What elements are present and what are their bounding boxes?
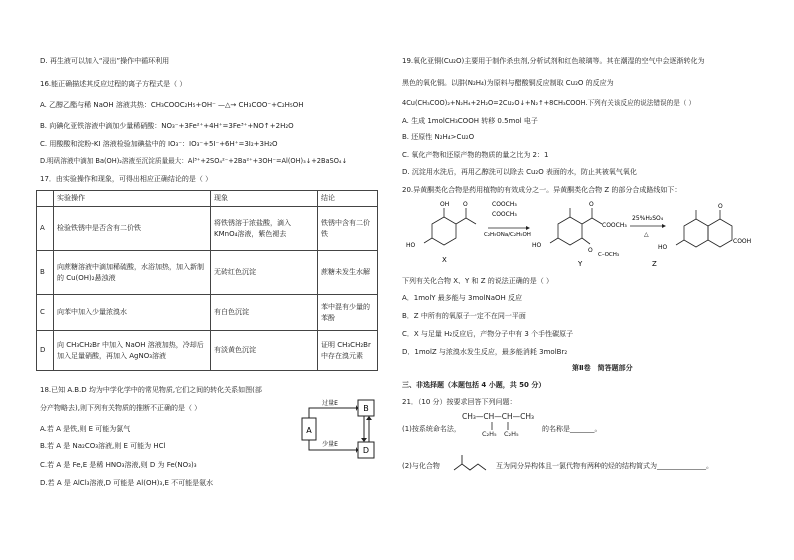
table-cell-conclusion: 苯中混有少量的苯酚 <box>318 295 378 331</box>
q18-option-b: B.若 A 是 Na₂CO₃溶液,则 E 可能为 HCl <box>40 442 166 450</box>
acid-condition: 25%H₂SO₄ <box>632 215 664 222</box>
label-excess-e: 过量E <box>322 400 338 407</box>
q15-option-d: D. 再生液可以加入“浸出”操作中循环利用 <box>40 57 170 65</box>
y-ho-label: HO <box>532 242 542 249</box>
arrow-a-to-b <box>309 408 356 418</box>
z-label: Z <box>652 260 657 268</box>
q17-stem: 17．由实验操作和现象，可得出相应正确结论的是（ ） <box>40 175 213 183</box>
table-cell-operation: 检验铁锈中是否含有二价铁 <box>54 207 211 251</box>
table-header-row <box>37 191 378 207</box>
q19-option-d: D. 沉淀用水洗后，再用乙醇洗可以除去 Cu₂O 表面的水，防止其被氧气氧化 <box>402 168 637 176</box>
section-three-heading: 三、非选择题（本题包括 4 小题，共 50 分） <box>402 381 546 389</box>
table-cell-conclusion: 铁锈中含有二价铁 <box>318 207 378 251</box>
x-o-label: O <box>463 201 468 208</box>
q21-stem: 21．（10 分）按要求回答下列问题： <box>402 398 517 406</box>
table-header-cell <box>37 191 54 207</box>
q16-option-d: D.明矾溶液中滴加 Ba(OH)₂溶液至沉淀质量最大：Al³⁺+2SO₄²⁻+2Ba²⁺+3OH⁻=Al(OH)₃↓+2BaSO₄↓ <box>40 157 348 165</box>
table-row <box>37 295 378 331</box>
q20-option-d: D．1molZ 与浓溴水发生反应，最多能消耗 3molBr₂ <box>402 348 568 356</box>
label-little-e: 少量E <box>322 441 338 448</box>
q21-part2-prefix: (2)与化合物 <box>402 462 440 470</box>
x-oh-label: OH <box>440 201 450 208</box>
q18-option-a: A.若 A 是铁,则 E 可能为氯气 <box>40 425 131 433</box>
table-cell-conclusion: 证明 CH₃CH₂Br 中存在溴元素 <box>318 331 378 371</box>
z-ho-label: HO <box>658 244 668 251</box>
q16-option-b: B. 向碘化亚铁溶液中滴加少量稀硝酸：NO₃⁻+3Fe²⁺+4H⁺=3Fe³⁺+NO↑+2H₂O <box>40 122 294 130</box>
y-ester-group-label: C–OCH₃ <box>598 252 620 258</box>
table-cell-phenomenon: 无砖红色沉淀 <box>211 251 318 295</box>
q16-stem: 16.能正确描述其反应过程的离子方程式是（ ） <box>40 80 187 88</box>
table-header-cell: 结论 <box>318 191 378 207</box>
y-ester-o-label: O <box>588 247 593 254</box>
q19-stem-line2: 黑色的氧化铜。以肼(N₂H₄)为原料与醋酸铜反应制取 Cu₂O 的反应为 <box>402 79 614 87</box>
q21-part1-suffix: 的名称是_______。 <box>542 425 602 433</box>
q19-option-a: A. 生成 1molCH₃COOH 转移 0.5mol 电子 <box>402 117 538 125</box>
table-row <box>37 251 378 295</box>
q18-option-d: D.若 A 是 AlCl₃溶液,D 可能是 Al(OH)₃,E 不可能是氨水 <box>40 479 214 487</box>
table-cell-option: A <box>37 207 54 251</box>
q16-option-c: C. 用酸酸和淀粉-KI 溶液检验加碘盐中的 IO₃⁻：IO₃⁻+5I⁻+6H⁺=3I₂+3H₂O <box>40 140 278 148</box>
q21-structure-bonds <box>462 420 542 434</box>
q20-option-b: B．Z 中所有的氧原子一定不在同一平面 <box>402 312 526 320</box>
reagent-line2: COOCH₃ <box>492 211 517 218</box>
heat-symbol: △ <box>644 231 649 238</box>
table-cell-operation: 向苯中加入少量浓溴水 <box>54 295 211 331</box>
table-cell-option: C <box>37 295 54 331</box>
arrowhead <box>526 226 530 230</box>
arrowhead <box>361 438 367 442</box>
q20-stem: 20.异黄酮类化合物是药用植物的有效成分之一。异黄酮类化合物 Z 的部分合成路线如下： <box>402 186 682 194</box>
compound-z <box>676 210 732 247</box>
compound-x <box>424 208 476 245</box>
reagent-line1: COOCH₃ <box>492 201 517 208</box>
q18-stem-line2: 分产物略去),则下列有关物质的推断不正确的是（ ） <box>40 404 202 412</box>
q18-option-c: C.若 A 是 Fe,E 是稀 HNO₃溶液,则 D 为 Fe(NO₃)₃ <box>40 461 197 469</box>
condition-1: C₂H₅ONa/C₂H₅OH <box>484 232 531 238</box>
box-a-label: A <box>306 426 312 435</box>
q19-stem-line1: 19.氧化亚铜(Cu₂O)主要用于制作杀虫剂,分析试剂和红色玻璃等。其在潮湿的空气中会逐渐转化为 <box>402 57 705 65</box>
table-cell-operation: 向 CH₃CH₂Br 中加入 NaOH 溶液加热，冷却后加入足量硝酸，再加入 AgNO₃溶液 <box>54 331 211 371</box>
box-b-label: B <box>363 404 369 413</box>
skeletal-formula-icon <box>452 452 492 474</box>
table-cell-phenomenon: 有白色沉淀 <box>211 295 318 331</box>
q19-option-b: B. 还原性 N₂H₄>Cu₂O <box>402 133 475 141</box>
q19-option-c: C. 氧化产物和还原产物的物质的量之比为 2：1 <box>402 151 549 159</box>
conversion-diagram <box>296 396 388 476</box>
table-header-cell: 现象 <box>211 191 318 207</box>
q20-question: 下列有关化合物 X、Y 和 Z 的说法正确的是（ ） <box>402 277 553 285</box>
q20-option-c: C．X 与足量 H₂反应后，产物分子中有 3 个手性碳原子 <box>402 330 574 338</box>
table-cell-phenomenon: 将铁锈溶于浓盐酸，滴入 KMnO₄溶液，紫色褪去 <box>211 207 318 251</box>
y-ester-label: COOCH₃ <box>602 222 627 229</box>
z-cooh-label: COOH <box>733 238 752 245</box>
q16-option-a: A. 乙醇乙酯与稀 NaOH 溶液共热：CH₃COOC₂H₅+OH⁻ —△→ CH₃COO⁻+C₂H₅OH <box>40 101 304 109</box>
q21-part1-prefix: (1)按系统命名法， <box>402 425 461 433</box>
q18-stem-line1: 18.已知 A.B.D 均为中学化学中的常见物质,它们之间的转化关系如图(部 <box>40 386 262 394</box>
arrowhead <box>662 224 666 228</box>
table-cell-operation: 向蔗糖溶液中滴加稀硫酸，水浴加热，加入新制的 Cu(OH)₂悬浊液 <box>54 251 211 295</box>
z-o-label: O <box>718 203 723 210</box>
compound-y <box>550 208 602 245</box>
table-header-cell: 实验操作 <box>54 191 211 207</box>
table-row <box>37 331 378 371</box>
q21-structure-main: CH₃—CH—CH—CH₃ <box>462 412 535 421</box>
y-o-label: O <box>589 201 594 208</box>
table-cell-option: B <box>37 251 54 295</box>
x-label: X <box>442 256 447 264</box>
skeleton-chain <box>454 464 486 470</box>
synthesis-scheme <box>402 196 754 272</box>
q21-structure-sub1: C₂H₅ <box>482 430 497 438</box>
y-label: Y <box>578 260 583 268</box>
q21-part2-suffix: 互为同分异构体且一氯代物有两种的烃的结构简式为______________。 <box>496 462 713 470</box>
q19-stem-line3: 4Cu(CH₃COO)₂+N₂H₄+2H₂O=2Cu₂O↓+N₂↑+8CH₃COOH.下列有关该反应的说法错误的是（ ） <box>402 99 696 107</box>
q20-option-a: A．1molY 最多能与 3molNaOH 反应 <box>402 294 523 302</box>
q21-structure-sub2: C₂H₅ <box>504 430 519 438</box>
box-d-label: D <box>362 446 370 455</box>
q17-table <box>36 190 378 371</box>
table-cell-phenomenon: 有淡黄色沉淀 <box>211 331 318 371</box>
part-ii-heading: 第Ⅱ卷 简答题部分 <box>572 364 633 372</box>
x-ho-label: HO <box>406 242 416 249</box>
table-cell-option: D <box>37 331 54 371</box>
table-cell-conclusion: 蔗糖未发生水解 <box>318 251 378 295</box>
table-row <box>37 207 378 251</box>
arrowhead <box>366 416 372 420</box>
